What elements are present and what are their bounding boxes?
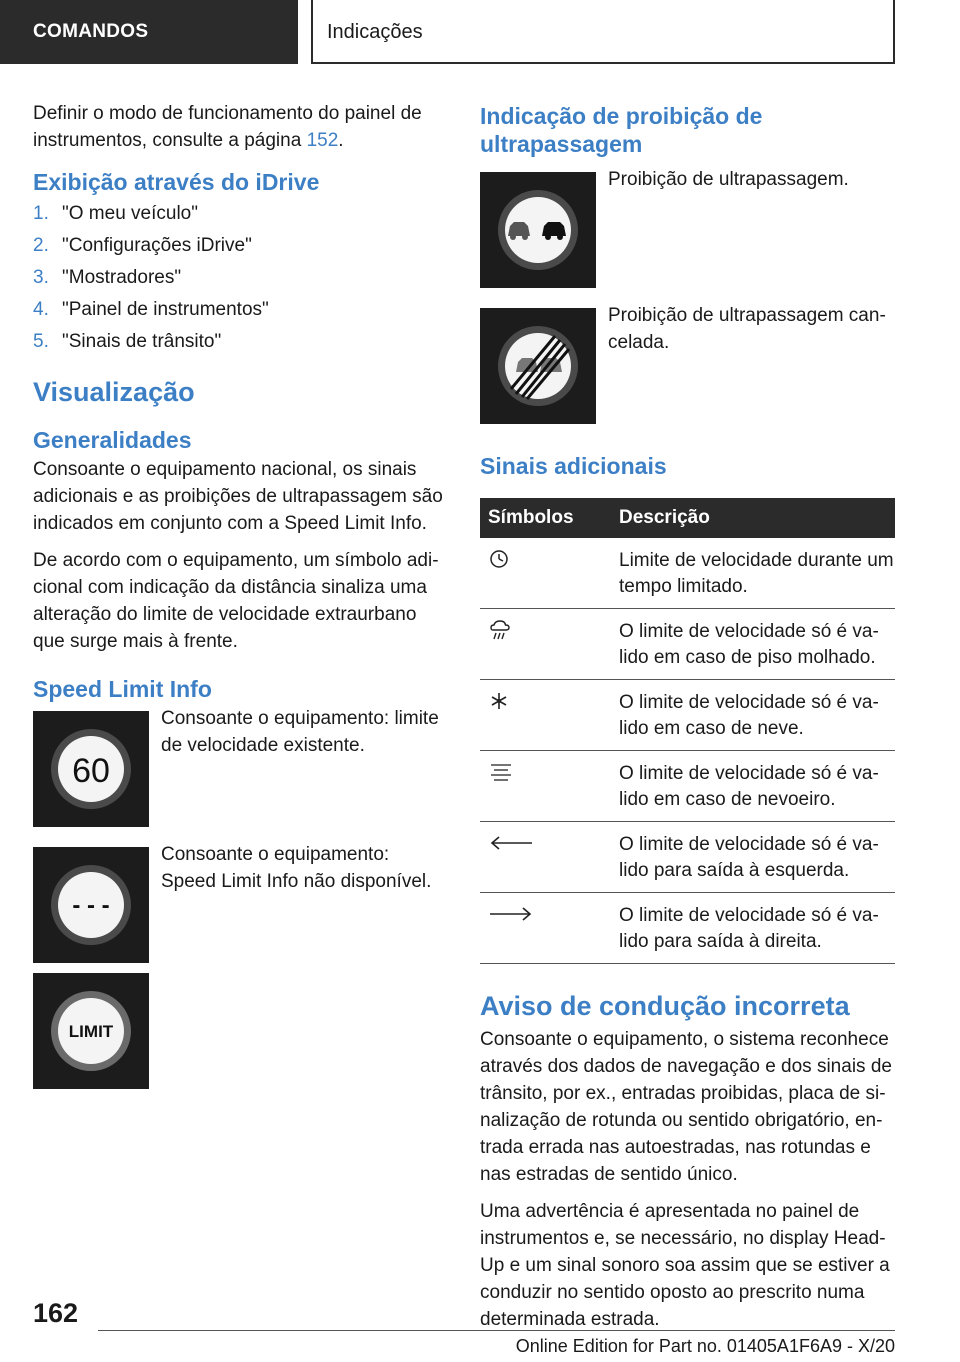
table-row — [480, 751, 895, 822]
symbol-cell — [480, 538, 611, 609]
table-row — [480, 609, 895, 680]
step-number: 3. — [33, 267, 49, 288]
step-item — [33, 294, 448, 326]
page-number: 162 — [33, 1298, 79, 1328]
right-column — [480, 100, 895, 1343]
figure-speed-limit — [33, 708, 448, 827]
wrong-way-heading: Aviso de condução incorreta — [480, 991, 850, 1021]
figure-limit — [33, 973, 448, 1089]
fog-icon — [488, 761, 514, 783]
figure-caption: Proibição de ultrapassagem cancelada. — [608, 305, 886, 353]
rain-icon — [488, 619, 512, 641]
general-heading: Generalidades — [33, 427, 192, 453]
table-row — [480, 680, 895, 751]
footer-divider — [98, 1330, 895, 1331]
step-text: "Mostradores" — [62, 267, 182, 288]
step-text: "Painel de instrumentos" — [62, 299, 269, 320]
step-number: 1. — [33, 203, 49, 224]
page-link[interactable]: 152 — [306, 130, 339, 151]
speed-limit-info-heading: Speed Limit Info — [33, 676, 212, 702]
clock-icon — [488, 548, 510, 570]
symbol-cell — [480, 609, 611, 680]
step-text: "Configurações iDrive" — [62, 235, 252, 256]
figure-no-passing — [480, 169, 895, 288]
steps-list — [33, 198, 448, 358]
description-cell: O limite de velocidade só é valido em caso de piso molhado. — [611, 609, 895, 680]
step-item — [33, 198, 448, 230]
figure-caption: Proibição de ultrapassagem. — [608, 169, 849, 190]
description-cell: O limite de velocidade só é valido em caso de neve. — [611, 680, 895, 751]
additional-signs-table — [480, 498, 895, 964]
chapter-title: Indicações — [311, 0, 895, 64]
step-number: 2. — [33, 235, 49, 256]
description-cell: O limite de velocidade só é valido em caso de nevoeiro. — [611, 751, 895, 822]
description-cell: Limite de velocidade durante um tempo limitado. — [611, 538, 895, 609]
table-header-row — [480, 498, 895, 538]
figure-no-passing-cancelled — [480, 305, 895, 424]
idrive-heading: Exibição através do iDrive — [33, 169, 320, 195]
description-cell: O limite de velocidade só é valido para saída à direita. — [611, 893, 895, 964]
sign-60-label: 60 — [72, 752, 110, 790]
general-paragraph-1: Consoante o equipamento nacional, os sinais adicionais e as proibições de ultrapassagem são indicados em conjunto com a Speed Limit Info. — [33, 459, 443, 534]
limit-sign-image — [33, 973, 149, 1089]
table-row — [480, 822, 895, 893]
wrong-way-paragraph-1: Consoante o equipamento, o sistema reconhece através dos dados de navegação e dos sinais de trânsito, por ex., entradas proibidas, placa de sinalização de rotunda ou sentido obrigatório, entrada errada nas autoestradas, nas rotundas e nas estradas de sentido único. — [480, 1029, 892, 1185]
symbol-cell — [480, 680, 611, 751]
step-number: 5. — [33, 331, 49, 352]
section-label: COMANDOS — [0, 0, 298, 64]
step-text: "Sinais de trânsito" — [62, 331, 222, 352]
symbol-cell — [480, 751, 611, 822]
arrow-right-icon — [488, 903, 534, 925]
description-cell: O limite de velocidade só é valido para saída à esquerda. — [611, 822, 895, 893]
additional-signs-heading: Sinais adicionais — [480, 453, 667, 479]
left-column — [33, 100, 448, 1089]
visualization-heading: Visualização — [33, 377, 195, 407]
arrow-left-icon — [488, 832, 534, 854]
figure-caption: Consoante o equipamento: limite de velocidade existente. — [161, 708, 439, 756]
step-number: 4. — [33, 299, 49, 320]
step-text: "O meu veículo" — [62, 203, 198, 224]
no-passing-sign-image — [480, 172, 596, 288]
step-item — [33, 230, 448, 262]
intro-paragraph — [33, 100, 448, 154]
wrong-way-paragraph-2: Uma advertência é apresentada no painel de instrumentos e, se necessário, no display Head-Up e um sinal sonoro soa assim que se estiver a conduzir no sentido oposto ao prescrito numa determinada estrada. — [480, 1201, 890, 1330]
step-item — [33, 326, 448, 358]
figure-caption: Consoante o equipamento: Speed Limit Info não disponível. — [161, 844, 432, 892]
no-passing-cancelled-sign-image — [480, 308, 596, 424]
speed-limit-60-image — [33, 711, 149, 827]
intro-end: . — [338, 130, 344, 151]
table-row — [480, 538, 895, 609]
table-row — [480, 893, 895, 964]
speed-limit-unavailable-image — [33, 847, 149, 963]
footer-edition: Online Edition for Part no. 01405A1F6A9 - X/20 — [515, 1336, 895, 1356]
symbol-cell — [480, 822, 611, 893]
sign-limit-label: LIMIT — [68, 1022, 114, 1041]
step-item — [33, 262, 448, 294]
sign-dashes-label: - - - — [72, 892, 110, 919]
no-passing-heading: Indicação de proibição de ultrapassagem — [480, 103, 763, 157]
figure-no-info — [33, 844, 448, 963]
intro-text: Definir o modo de funcionamento do painel de instrumentos, consulte a página — [33, 103, 422, 151]
general-paragraph-2: De acordo com o equipamento, um símbolo adicional com indicação da distância sinaliza uma alteração do limite de velocidade extraurbano que surge mais à frente. — [33, 550, 439, 652]
symbol-cell — [480, 893, 611, 964]
column-header-description: Descrição — [611, 498, 895, 538]
column-header-symbols: Símbolos — [480, 498, 611, 538]
snowflake-icon — [488, 690, 510, 712]
